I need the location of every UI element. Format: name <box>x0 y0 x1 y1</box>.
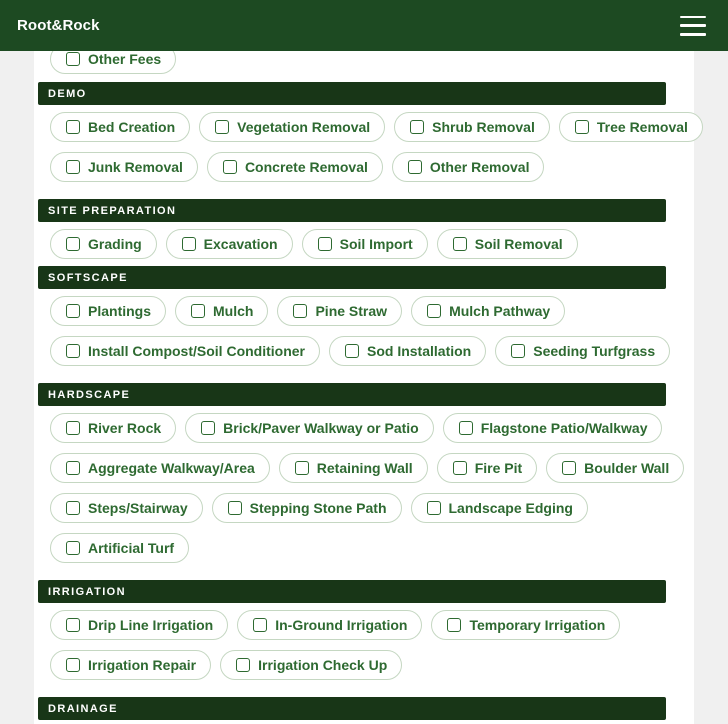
checkbox-label: Vegetation Removal <box>237 119 371 135</box>
checkbox-label: Pine Straw <box>315 303 388 319</box>
checkbox-icon[interactable] <box>66 461 80 475</box>
checkbox-option-pine-straw[interactable] <box>277 296 402 326</box>
checkbox-option-stepping-stone-path[interactable] <box>212 493 402 523</box>
checkbox-icon[interactable] <box>562 461 576 475</box>
checkbox-icon[interactable] <box>66 658 80 672</box>
checkbox-label: Soil Removal <box>474 236 563 252</box>
checkbox-icon[interactable] <box>575 120 589 134</box>
checkbox-label: Concrete Removal <box>244 159 368 175</box>
checkbox-option-artificial-turf[interactable] <box>50 533 189 563</box>
checkbox-icon[interactable] <box>66 421 80 435</box>
checkbox-label: In-Ground Irrigation <box>275 617 408 633</box>
option-list <box>38 222 718 259</box>
checkbox-icon[interactable] <box>191 304 205 318</box>
checkbox-option-river-rock[interactable] <box>50 413 176 443</box>
checkbox-icon[interactable] <box>293 304 307 318</box>
option-list <box>38 603 718 690</box>
checkbox-icon[interactable] <box>66 618 80 632</box>
checkbox-option-mulch-pathway[interactable] <box>411 296 565 326</box>
checkbox-icon[interactable] <box>66 304 80 318</box>
section-heading: HARDSCAPE <box>38 383 666 406</box>
option-list <box>38 289 718 376</box>
section-irrigation <box>38 580 718 690</box>
checkbox-option-landscape-edging[interactable] <box>411 493 588 523</box>
checkbox-label: Landscape Edging <box>448 500 573 516</box>
checkbox-option-soil-removal[interactable] <box>437 229 578 259</box>
checkbox-option-flagstone-patio-walkway[interactable] <box>443 413 663 443</box>
checkbox-option-irrigation-check-up[interactable] <box>220 650 402 680</box>
checkbox-option-grading[interactable] <box>50 229 157 259</box>
section-heading: SOFTSCAPE <box>38 266 666 289</box>
checkbox-label: Grading <box>88 236 142 252</box>
checkbox-label: Tree Removal <box>596 119 688 135</box>
checkbox-label: Seeding Turfgrass <box>533 343 656 359</box>
checkbox-label: Temporary Irrigation <box>469 617 606 633</box>
section-demo <box>38 82 718 192</box>
checkbox-option-drip-line-irrigation[interactable] <box>50 610 228 640</box>
checkbox-icon[interactable] <box>295 461 309 475</box>
checkbox-option-vegetation-removal[interactable] <box>199 112 385 142</box>
checkbox-icon[interactable] <box>345 344 359 358</box>
section-drainage <box>38 697 718 720</box>
checkbox-label: Soil Import <box>339 236 413 252</box>
hamburger-menu-icon[interactable] <box>680 16 706 36</box>
checkbox-icon[interactable] <box>427 501 441 515</box>
checkbox-option-concrete-removal[interactable] <box>207 152 383 182</box>
checkbox-label: Bed Creation <box>88 119 176 135</box>
checkbox-icon[interactable] <box>182 237 196 251</box>
checkbox-label: Shrub Removal <box>432 119 535 135</box>
section-softscape <box>38 266 718 376</box>
checkbox-option-excavation[interactable] <box>166 229 293 259</box>
checkbox-label: Aggregate Walkway/Area <box>88 460 255 476</box>
checkbox-icon[interactable] <box>66 120 80 134</box>
checkbox-option-temporary-irrigation[interactable] <box>431 610 620 640</box>
checkbox-option-mulch[interactable] <box>175 296 268 326</box>
checkbox-label: Other Fees <box>88 51 162 67</box>
checkbox-label: Brick/Paver Walkway or Patio <box>223 420 419 436</box>
checkbox-option-in-ground-irrigation[interactable] <box>237 610 422 640</box>
checkbox-label: Boulder Wall <box>584 460 670 476</box>
section-heading: IRRIGATION <box>38 580 666 603</box>
checkbox-icon[interactable] <box>318 237 332 251</box>
checkbox-label: Steps/Stairway <box>88 500 188 516</box>
option-list <box>38 105 718 192</box>
checkbox-label: Other Removal <box>429 159 530 175</box>
checkbox-icon[interactable] <box>459 421 473 435</box>
checkbox-icon[interactable] <box>215 120 229 134</box>
checkbox-icon[interactable] <box>66 237 80 251</box>
services-checklist <box>38 51 718 724</box>
section-heading: DRAINAGE <box>38 697 666 720</box>
option-list <box>38 406 718 573</box>
checkbox-option-irrigation-repair[interactable] <box>50 650 211 680</box>
checkbox-option-plantings[interactable] <box>50 296 166 326</box>
checkbox-label: Irrigation Check Up <box>258 657 388 673</box>
checkbox-icon[interactable] <box>447 618 461 632</box>
checkbox-option-shrub-removal[interactable] <box>394 112 550 142</box>
menu-line <box>680 24 706 27</box>
checkbox-icon[interactable] <box>223 160 237 174</box>
checkbox-label: Install Compost/Soil Conditioner <box>88 343 305 359</box>
checkbox-icon[interactable] <box>410 120 424 134</box>
checkbox-label: Sod Installation <box>367 343 472 359</box>
menu-line <box>680 33 706 36</box>
checkbox-option-soil-import[interactable] <box>302 229 428 259</box>
checkbox-icon[interactable] <box>228 501 242 515</box>
checkbox-icon[interactable] <box>408 160 422 174</box>
checkbox-label: Flagstone Patio/Walkway <box>480 420 648 436</box>
checkbox-label: Artificial Turf <box>88 540 175 556</box>
checkbox-label: Plantings <box>88 303 152 319</box>
checkbox-option-install-compost-soil-conditioner[interactable] <box>50 336 320 366</box>
checkbox-label: Mulch Pathway <box>449 303 551 319</box>
sections-container <box>38 82 718 720</box>
checkbox-icon[interactable] <box>66 160 80 174</box>
checkbox-label: Excavation <box>203 236 278 252</box>
checkbox-option-junk-removal[interactable] <box>50 152 198 182</box>
checkbox-icon[interactable] <box>236 658 250 672</box>
checkbox-label: Mulch <box>213 303 254 319</box>
checkbox-option-aggregate-walkway-area[interactable] <box>50 453 270 483</box>
checkbox-option-bed-creation[interactable] <box>50 112 190 142</box>
checkbox-label: Stepping Stone Path <box>249 500 387 516</box>
checkbox-icon[interactable] <box>427 304 441 318</box>
checkbox-option-seeding-turfgrass[interactable] <box>495 336 670 366</box>
checkbox-icon[interactable] <box>201 421 215 435</box>
checkbox-icon[interactable] <box>511 344 525 358</box>
top-navbar <box>0 0 728 51</box>
checkbox-icon[interactable] <box>66 344 80 358</box>
checkbox-option-retaining-wall[interactable] <box>279 453 428 483</box>
checkbox-option-boulder-wall[interactable] <box>546 453 684 483</box>
menu-line <box>680 16 706 19</box>
checkbox-label: Retaining Wall <box>316 460 413 476</box>
checkbox-icon[interactable] <box>453 237 467 251</box>
checkbox-icon[interactable] <box>66 52 80 66</box>
checkbox-option-brick-paver-walkway-or-patio[interactable] <box>185 413 434 443</box>
checkbox-option-other-removal[interactable] <box>392 152 545 182</box>
section-heading: SITE PREPARATION <box>38 199 666 222</box>
checkbox-icon[interactable] <box>253 618 267 632</box>
checkbox-label: Drip Line Irrigation <box>88 617 214 633</box>
checkbox-option-sod-installation[interactable] <box>329 336 486 366</box>
checkbox-option-fire-pit[interactable] <box>437 453 537 483</box>
checkbox-label: Junk Removal <box>88 159 183 175</box>
checkbox-option-tree-removal[interactable] <box>559 112 703 142</box>
checkbox-icon[interactable] <box>66 541 80 555</box>
checkbox-label: River Rock <box>88 420 162 436</box>
checkbox-icon[interactable] <box>66 501 80 515</box>
section-heading: DEMO <box>38 82 666 105</box>
section-hardscape <box>38 383 718 573</box>
checkbox-option-steps-stairway[interactable] <box>50 493 203 523</box>
section-site-preparation <box>38 199 718 259</box>
brand-logo[interactable]: Root&Rock <box>17 17 100 34</box>
checkbox-icon[interactable] <box>453 461 467 475</box>
checkbox-label: Irrigation Repair <box>88 657 197 673</box>
checkbox-label: Fire Pit <box>474 460 523 476</box>
